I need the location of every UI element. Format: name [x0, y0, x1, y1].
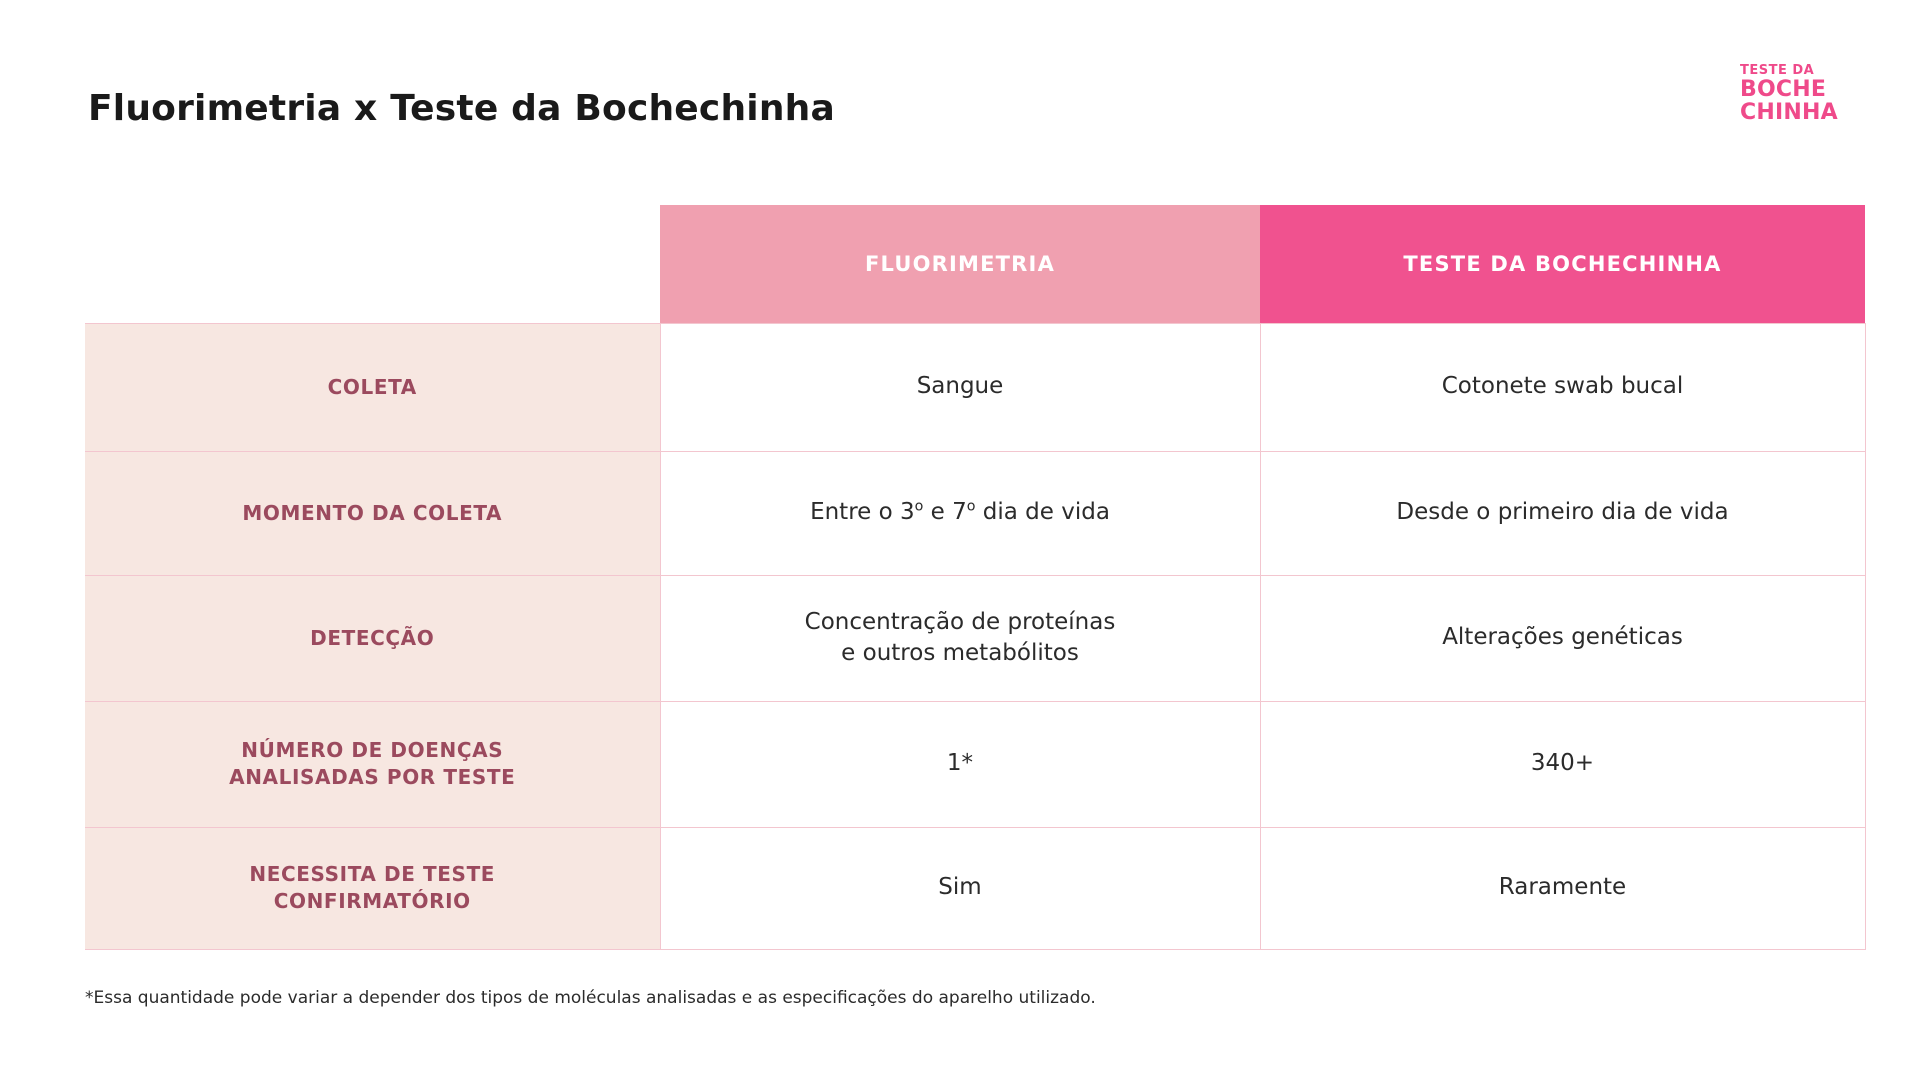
deteccao-line-1: Concentração de proteínas [804, 608, 1116, 635]
footnote: *Essa quantidade pode variar a depender dos tipos de moléculas analisadas e as especificações do aparelho utilizado. [85, 988, 1096, 1008]
table-row [85, 701, 1865, 827]
page-title: Fluorimetria x Teste da Bochechinha [88, 88, 835, 129]
header-blank-cell [85, 205, 660, 323]
confirmatorio-line-2: CONFIRMATÓRIO [273, 889, 471, 913]
row-label-numero-doencas [85, 701, 660, 827]
row-label-momento-da-coleta: MOMENTO DA COLETA [85, 451, 660, 575]
table-row [85, 451, 1865, 575]
numero-doencas-line-2: ANALISADAS POR TESTE [229, 765, 516, 789]
comparison-table [85, 205, 1866, 950]
deteccao-line-2: e outros metabólitos [841, 640, 1079, 666]
momento-sup-1: o [914, 498, 924, 515]
logo-line-2: BOCHE [1740, 76, 1827, 102]
brand-logo [1740, 64, 1860, 124]
cell-deteccao-fluorimetria [660, 575, 1260, 701]
momento-text-pre: Entre o 3 [810, 499, 915, 526]
numero-doencas-line-1: NÚMERO DE DOENÇAS [241, 738, 504, 762]
momento-text-mid: e 7 [923, 499, 967, 526]
table-body [85, 323, 1865, 949]
momento-sup-2: o [966, 498, 976, 515]
cell-coleta-fluorimetria: Sangue [660, 323, 1260, 451]
table-row [85, 827, 1865, 949]
cell-deteccao-bochechinha: Alterações genéticas [1260, 575, 1865, 701]
cell-confirmatorio-bochechinha: Raramente [1260, 827, 1865, 949]
header-teste-bochechinha: TESTE DA BOCHECHINHA [1260, 205, 1865, 323]
cell-numero-fluorimetria: 1* [660, 701, 1260, 827]
cell-confirmatorio-fluorimetria: Sim [660, 827, 1260, 949]
logo-line-1: TESTE DA [1740, 63, 1815, 78]
row-label-teste-confirmatorio [85, 827, 660, 949]
cell-numero-bochechinha: 340+ [1260, 701, 1865, 827]
momento-text-post: dia de vida [975, 499, 1110, 526]
table-header [85, 205, 1865, 323]
table-row [85, 575, 1865, 701]
cell-momento-fluorimetria [660, 451, 1260, 575]
cell-momento-bochechinha: Desde o primeiro dia de vida [1260, 451, 1865, 575]
logo-line-3: CHINHA [1740, 99, 1838, 125]
header-fluorimetria: FLUORIMETRIA [660, 205, 1260, 323]
row-label-coleta: COLETA [85, 323, 660, 451]
cell-coleta-bochechinha: Cotonete swab bucal [1260, 323, 1865, 451]
row-label-deteccao: DETECÇÃO [85, 575, 660, 701]
table-row [85, 323, 1865, 451]
confirmatorio-line-1: NECESSITA DE TESTE [249, 862, 496, 886]
